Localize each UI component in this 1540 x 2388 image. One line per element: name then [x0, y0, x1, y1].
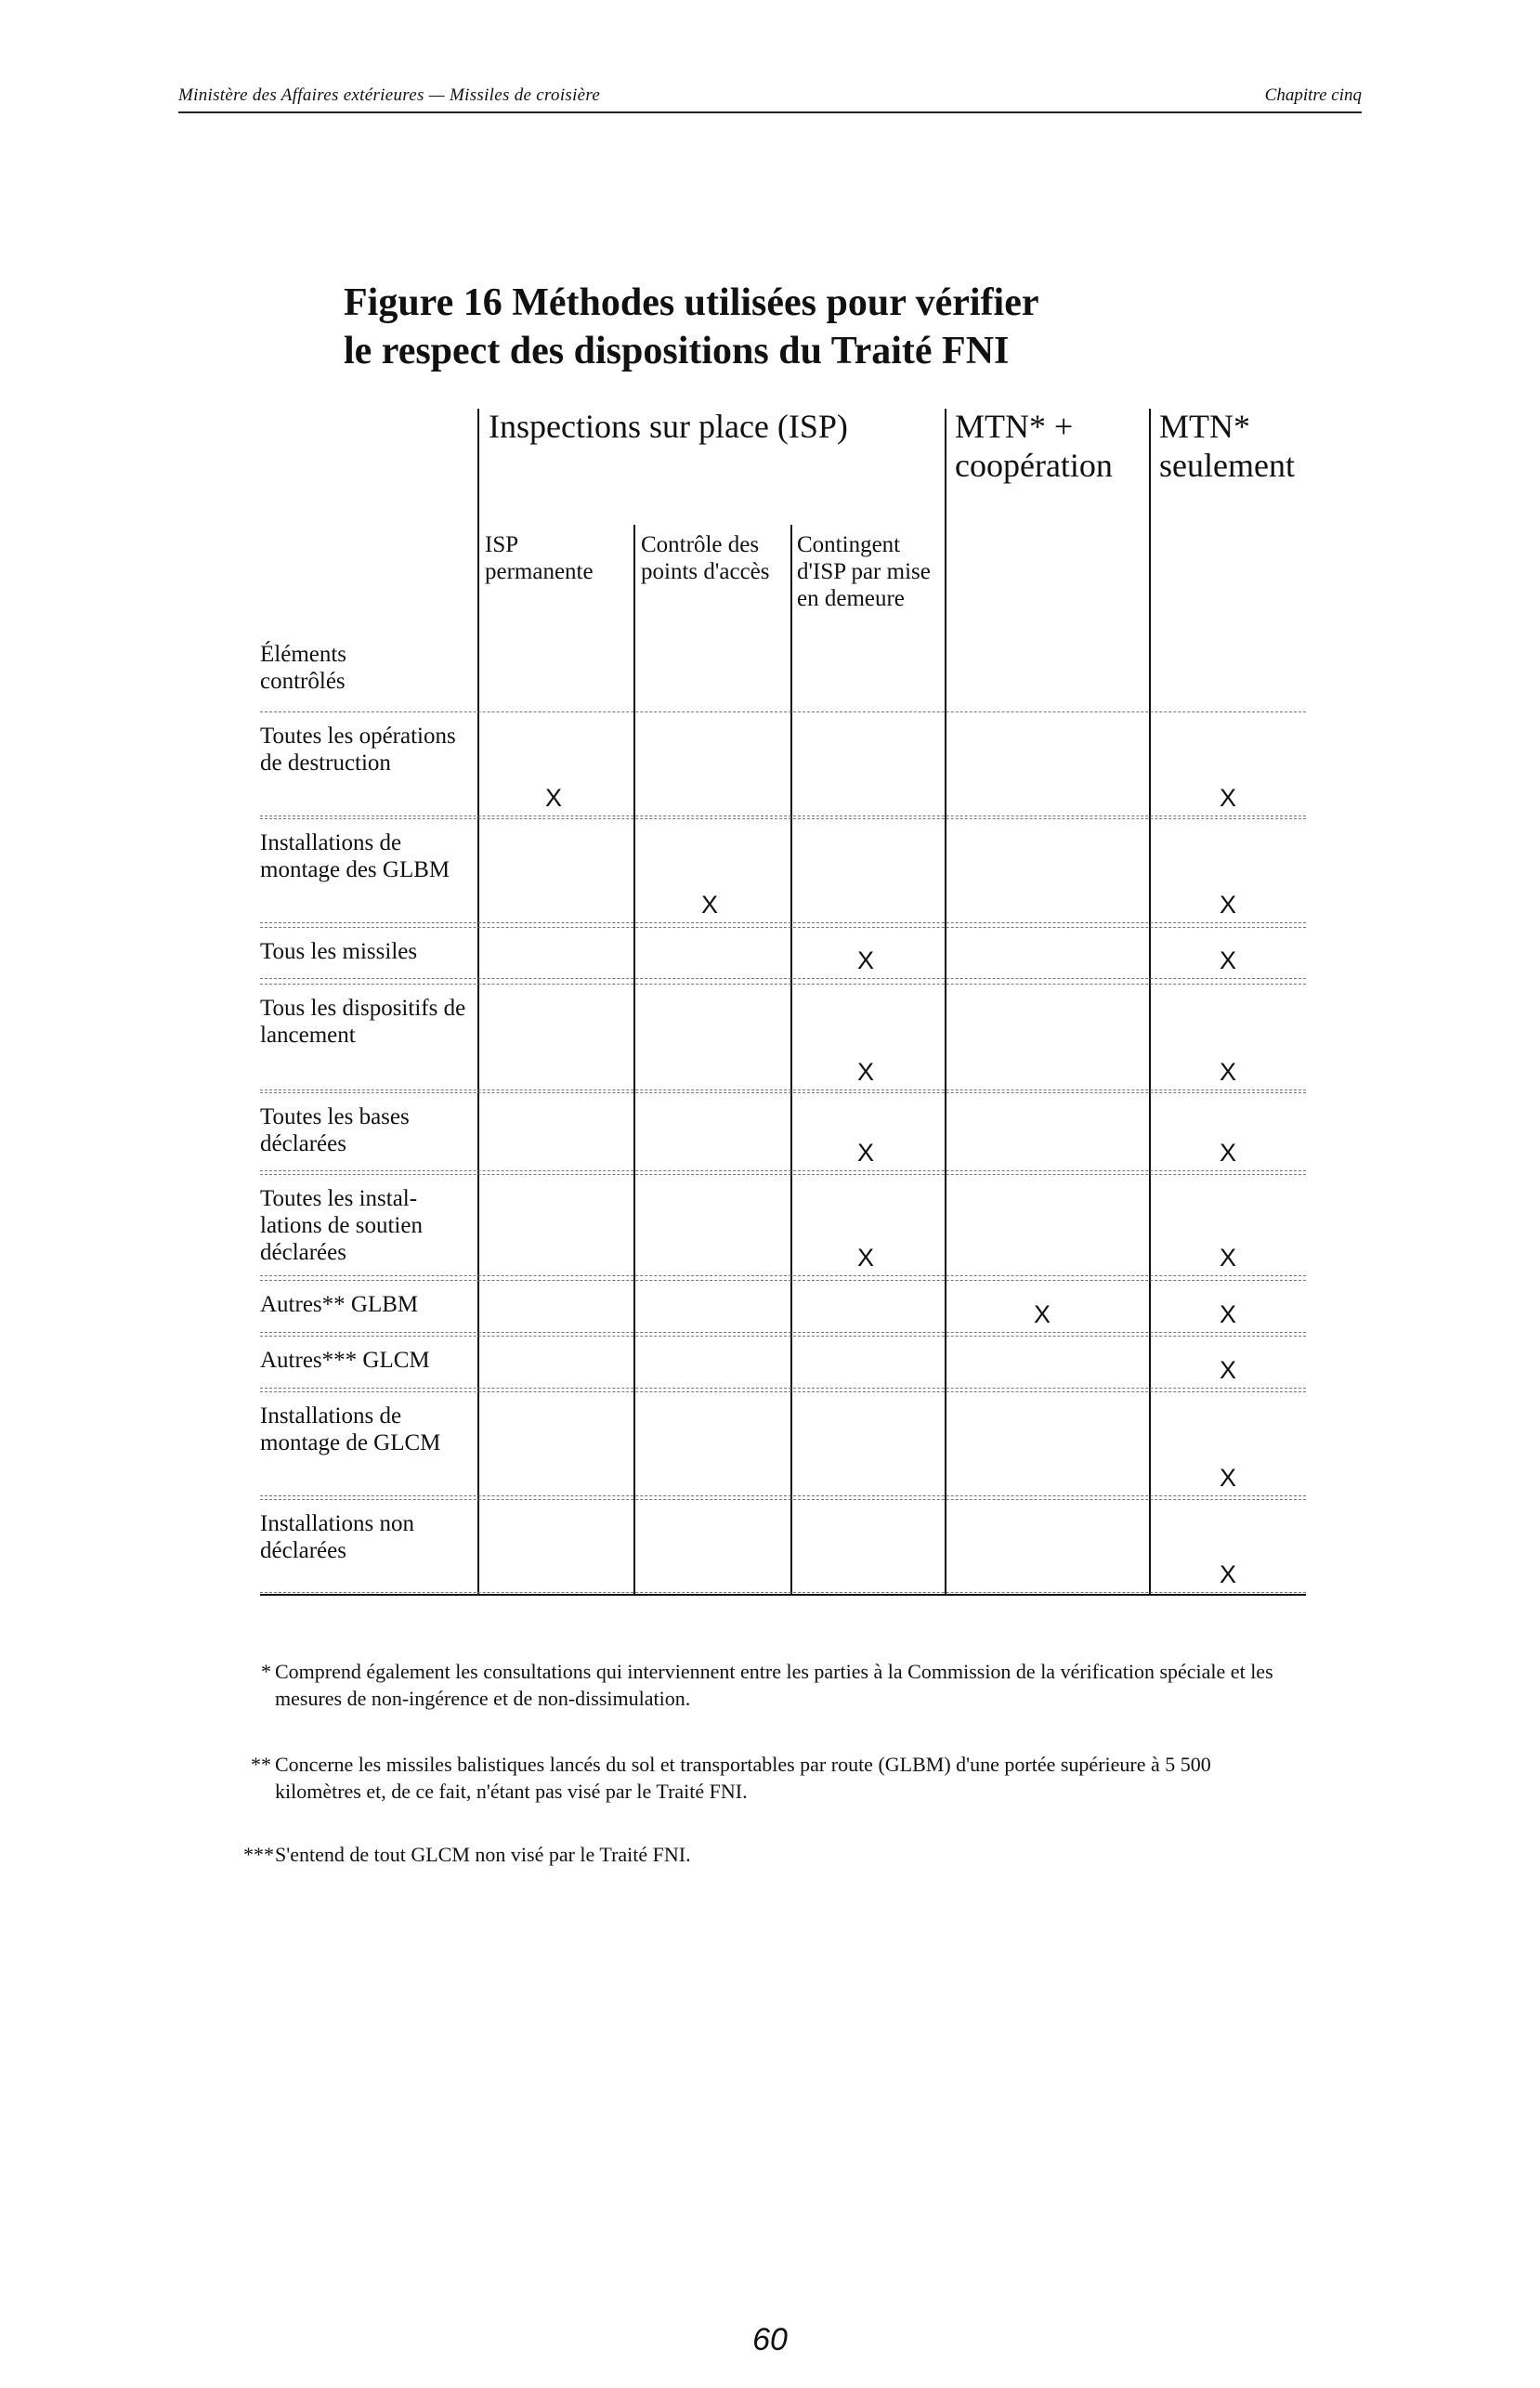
running-head-left: Ministère des Affaires extérieures — Missiles de croisière [178, 85, 601, 105]
row-separator [260, 1280, 1306, 1281]
row-separator [260, 1391, 1306, 1392]
running-head [178, 84, 1362, 113]
check-mark-mtn-only: X [1219, 1244, 1236, 1272]
footnote [251, 1751, 1287, 1805]
row-label: Installations non déclarées [260, 1511, 414, 1563]
row-separator [260, 1092, 1306, 1093]
check-mark-mtn-only: X [1219, 1356, 1236, 1384]
row-separator [260, 1592, 1306, 1593]
check-mark-mtn-only: X [1219, 784, 1236, 812]
row-separator [260, 818, 1306, 819]
check-mark-mtn-only: X [1219, 1464, 1236, 1492]
row-separator [260, 1495, 1306, 1496]
figure-title [344, 279, 1039, 375]
check-mark-mtn-only: X [1219, 1300, 1236, 1328]
check-mark-mtn-only: X [1219, 1058, 1236, 1086]
row-label: Toutes les bases déclarées [260, 1104, 410, 1156]
row-separator [260, 1174, 1306, 1175]
page-number: 60 [752, 2322, 788, 2357]
row-label: Autres** GLBM [260, 1292, 419, 1317]
running-head-right: Chapitre cinq [1264, 85, 1362, 105]
row-separator [260, 984, 1306, 985]
header-mtn-coop-line2: coopération [955, 447, 1113, 484]
subheader-isp-permanente: ISP permanente [485, 532, 594, 584]
header-isp: Inspections sur place (ISP) [489, 408, 848, 445]
footnote-text: Concerne les missiles balistiques lancés du sol et transportables par route (GLBM) d'une portée supérieure à 5 500 kilomètres et, de ce fait, n'étant pas visé par le Traité FNI. [275, 1753, 1211, 1803]
check-mark-isp-permanente: X [544, 784, 562, 812]
row-label: Installations de montage des GLBM [260, 830, 450, 882]
figure-title-line-2: le respect des dispositions du Traité FNI [344, 330, 1010, 372]
row-separator [260, 927, 1306, 928]
row-separator [260, 1388, 1306, 1389]
footnote-symbol: ** [251, 1753, 271, 1776]
row-separator [260, 1275, 1306, 1276]
check-mark-mtn-only: X [1219, 1139, 1236, 1167]
check-mark-mtn-only: X [1219, 946, 1236, 974]
check-mark-mtn-coop: X [1033, 1300, 1051, 1328]
footnote-text: Comprend également les consultations qui interviennent entre les parties à la Commission de la vérification spéciale et les mesures de non-ingérence et de non-dissimulation. [275, 1660, 1273, 1710]
row-label: Installations de montage de GLCM [260, 1403, 441, 1455]
header-mtn-coop-line1: MTN* + [955, 408, 1074, 445]
check-mark-contingent: X [856, 1139, 874, 1167]
row-label: Toutes les opérations de destruction [260, 724, 456, 776]
column-rule [633, 525, 635, 1594]
row-label: Autres*** GLCM [260, 1348, 430, 1373]
footnote [243, 1841, 1287, 1868]
subheader-contingent: Contingent d'ISP par mise en demeure [797, 532, 931, 611]
check-mark-contingent: X [856, 1058, 874, 1086]
check-mark-controle: X [700, 891, 718, 919]
column-rule [477, 409, 479, 1594]
check-mark-mtn-only: X [1219, 1560, 1236, 1588]
check-mark-contingent: X [856, 946, 874, 974]
column-rule [945, 409, 946, 1594]
row-separator [260, 1332, 1306, 1333]
row-separator [260, 711, 1306, 712]
row-separator [260, 978, 1306, 979]
footnote-symbol: * [261, 1660, 271, 1683]
subheader-controle: Contrôle des points d'accès [641, 532, 770, 584]
footnote-symbol: *** [243, 1843, 274, 1866]
footnote-text: S'entend de tout GLCM non visé par le Traité FNI. [275, 1843, 691, 1866]
figure-title-line-1: Figure 16 Méthodes utilisées pour vérifier [344, 281, 1039, 324]
footnote [261, 1658, 1287, 1712]
header-mtn-only-line2: seulement [1159, 447, 1295, 484]
row-separator [260, 922, 1306, 923]
row-separator [260, 1336, 1306, 1337]
row-separator [260, 1170, 1306, 1171]
row-separator [260, 1499, 1306, 1500]
row-label: Tous les missiles [260, 939, 418, 964]
table-bottom-rule [260, 1594, 1306, 1596]
row-header: Éléments contrôlés [260, 642, 347, 694]
header-mtn-only-line1: MTN* [1159, 408, 1250, 445]
row-label: Toutes les instal- lations de soutien déclarées [260, 1186, 423, 1265]
row-label: Tous les dispositifs de lancement [260, 996, 466, 1048]
check-mark-contingent: X [856, 1244, 874, 1272]
check-mark-mtn-only: X [1219, 891, 1236, 919]
column-rule [1149, 409, 1151, 1594]
column-rule [790, 525, 792, 1594]
